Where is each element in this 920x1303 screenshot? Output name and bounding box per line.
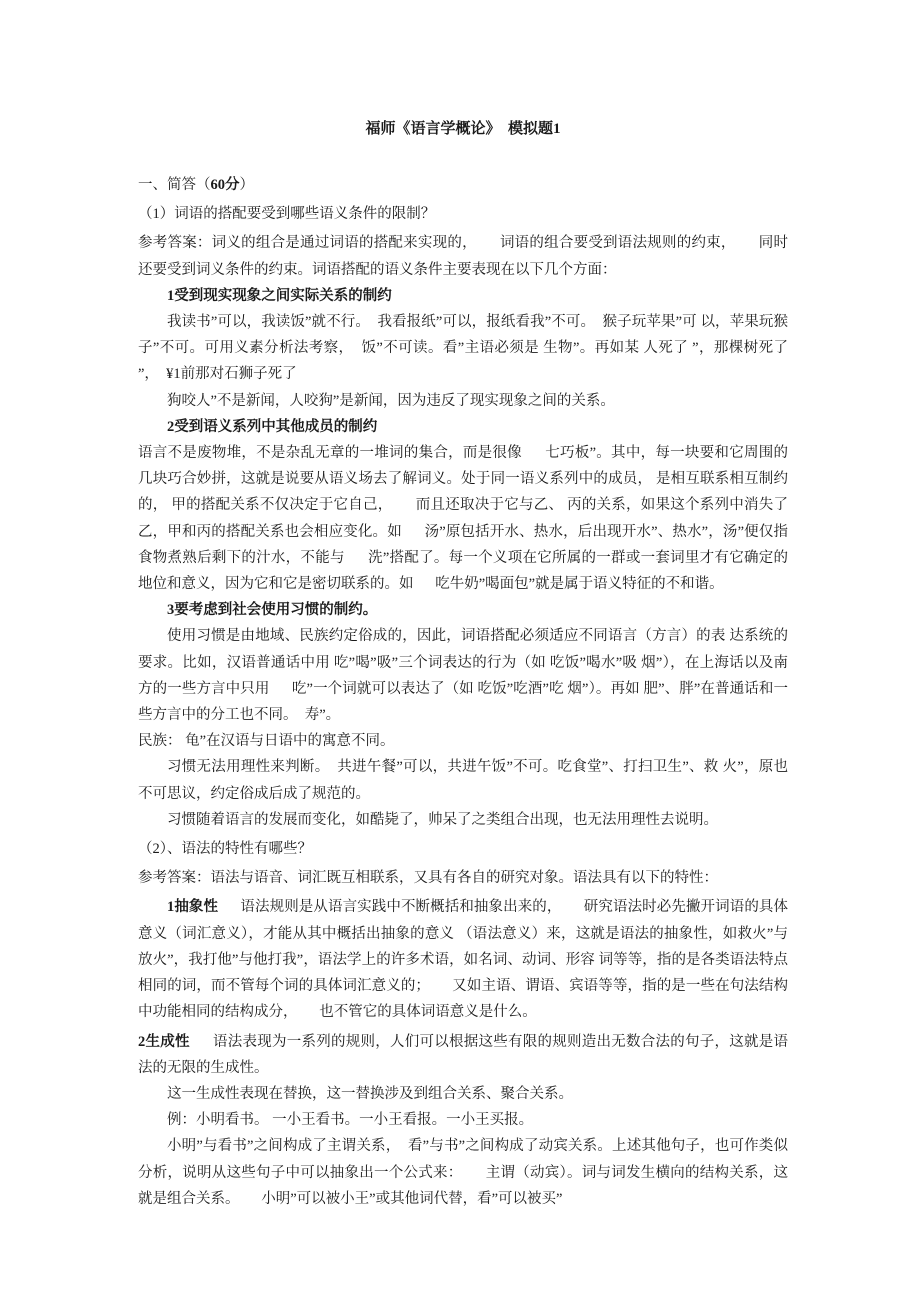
paragraph <box>138 172 788 198</box>
text-run: （2）、语法的特性有哪些？ <box>138 841 312 858</box>
text-run: （1）词语的搭配要受到哪些语义条件的限制？ <box>138 206 436 223</box>
bold-text-run: 1受到现实现象之间实际关系的制约 <box>167 287 392 304</box>
text-run: 参考答案：语法与语音、词汇既互相联系，又具有各自的研究对象。语法具有以下的特性： <box>138 870 718 887</box>
document-body <box>138 172 792 1212</box>
paragraph <box>138 1107 788 1133</box>
paragraph <box>138 836 788 862</box>
paragraph <box>138 894 788 1025</box>
text-run: 习惯无法用理性来判断。 共进午餐”可以，共进午饭”不可。吃食堂”、打扫卫生”、救 火”，原也不可思议，约定俗成后成了规范的。 <box>138 759 788 802</box>
text-run: ） <box>239 177 254 193</box>
paragraph <box>138 230 788 282</box>
text-run: 这一生成性表现在替换，这一替换涉及到组合关系、聚合关系。 <box>167 1085 573 1102</box>
document-content <box>138 118 792 1212</box>
text-run: 习惯随着语言的发展而变化，如酷毙了，帅呆了之类组合出现，也无法用理性去说明。 <box>167 811 718 828</box>
text-run: 狗咬人”不是新闻，人咬狗”是新闻，因为违反了现实现象之间的关系。 <box>167 392 615 409</box>
text-run: 参考答案：词义的组合是通过词语的搭配来实现的， 词语的组合要受到语法规则的约束， 同时还要受到词义条件的约束。词语搭配的语义条件主要表现在以下几个方面： <box>138 235 788 278</box>
paragraph <box>138 597 788 623</box>
paragraph <box>138 623 788 728</box>
text-run: 小明”与看书”之间构成了主谓关系， 看”与书”之间构成了动宾关系。上述其他句子，也可作类似分析，说明从这些句子中可以抽象出一个公式来： 主谓（动宾）。词与词发生横向的结构关系，这就是组合关系。 小明”可以被小王”或其他词代替，看”可以被买” <box>138 1138 788 1207</box>
text-run: 使用习惯是由地域、民族约定俗成的，因此，词语搭配必须适应不同语言（方言）的表 达系统的要求。比如，汉语普通话中用 吃”喝”吸”三个词表达的行为（如 吃饭”喝水”吸 烟”），在上海话以及南方的一些方言中只用 吃”一个词就可以表达了（如 吃饭”吃酒”吃 烟”）。再如 肥”、胖”在普通话和一些方言中的分工也不同。 寿”。 <box>138 628 788 724</box>
paragraph <box>138 440 788 597</box>
paragraph <box>138 807 788 833</box>
bold-text-run: 1抽象性 <box>167 899 219 916</box>
bold-text-run: 2受到语义系列中其他成员的制约 <box>167 418 378 435</box>
document-title: 福师《语言学概论》 模拟题1 <box>365 121 561 137</box>
text-run: 例：小明看书。 一小王看书。一小王看报。一小王买报。 <box>167 1112 534 1129</box>
paragraph <box>138 1081 788 1107</box>
paragraph <box>138 728 788 754</box>
paragraph <box>138 414 788 440</box>
bold-text-run: 3要考虑到社会使用习惯的制约。 <box>167 602 378 619</box>
paragraph <box>138 754 788 806</box>
text-run: 一、简答（ <box>138 177 211 193</box>
text-run: 语言不是废物堆，不是杂乱无章的一堆词的集合，而是很像 七巧板”。其中，每一块要和它周围的几块巧合妙拼，这就是说要从语义场去了解词义。处于同一语义系列中的成员， 是相互联系相互制约的， 甲的搭配关系不仅决定于它自己， 而且还取决于它与乙、 丙的关系，如果这个系列中消失了乙，甲和丙的搭配关系也会相应变化。如 汤”原包括开水、热水，后出现开水”、热水”，汤”便仅指食物煮熟后剩下的汁水，不能与 洗”搭配了。每一个义项在它所属的一群或一套词里才有它确定的地位和意义，因为它和它是密切联系的。如 吃牛奶”喝面包”就是属于语义特征的不和谐。 <box>138 445 788 593</box>
bold-text-run: 60分 <box>210 177 240 193</box>
bold-text-run: 2生成性 <box>138 1033 190 1050</box>
text-run: 我读书”可以，我读饭”就不行。 我看报纸”可以，报纸看我”不可。 猴子玩苹果”可 以，苹果玩猴子”不可。可用义素分析法考察， 饭”不可读。看”主语必须是 生物”。再如某 人死了 ”，那棵树死了 ”， ¥1前那对石狮子死了 <box>138 314 792 383</box>
text-run: 语法表现为一系列的规则，人们可以根据这些有限的规则造出无数合法的句子，这就是语法的无限的生成性。 <box>138 1033 788 1076</box>
paragraph <box>138 283 788 309</box>
paragraph <box>138 388 788 414</box>
text-run: 民族： 龟”在汉语与日语中的寓意不同。 <box>138 733 395 750</box>
paragraph <box>138 1133 788 1212</box>
paragraph <box>138 201 788 227</box>
paragraph <box>138 865 788 891</box>
text-run: 语法规则是从语言实践中不断概括和抽象出来的， 研究语法时必先撇开词语的具体意义（词汇意义），才能从其中概括出抽象的意义 （语法意义）来，这就是语法的抽象性，如救火”与放火”，我打他”与他打我”，语法学上的许多术语，如名词、动词、形容 词等等，指的是各类语法特点相同的词，而不管每个词的具体词汇意义的； 又如主语、谓语、宾语等等，指的是一些在句法结构中功能相同的结构成分， 也不管它的具体词语意义是什么。 <box>138 899 788 1021</box>
paragraph <box>138 1029 788 1081</box>
paragraph <box>138 309 792 388</box>
